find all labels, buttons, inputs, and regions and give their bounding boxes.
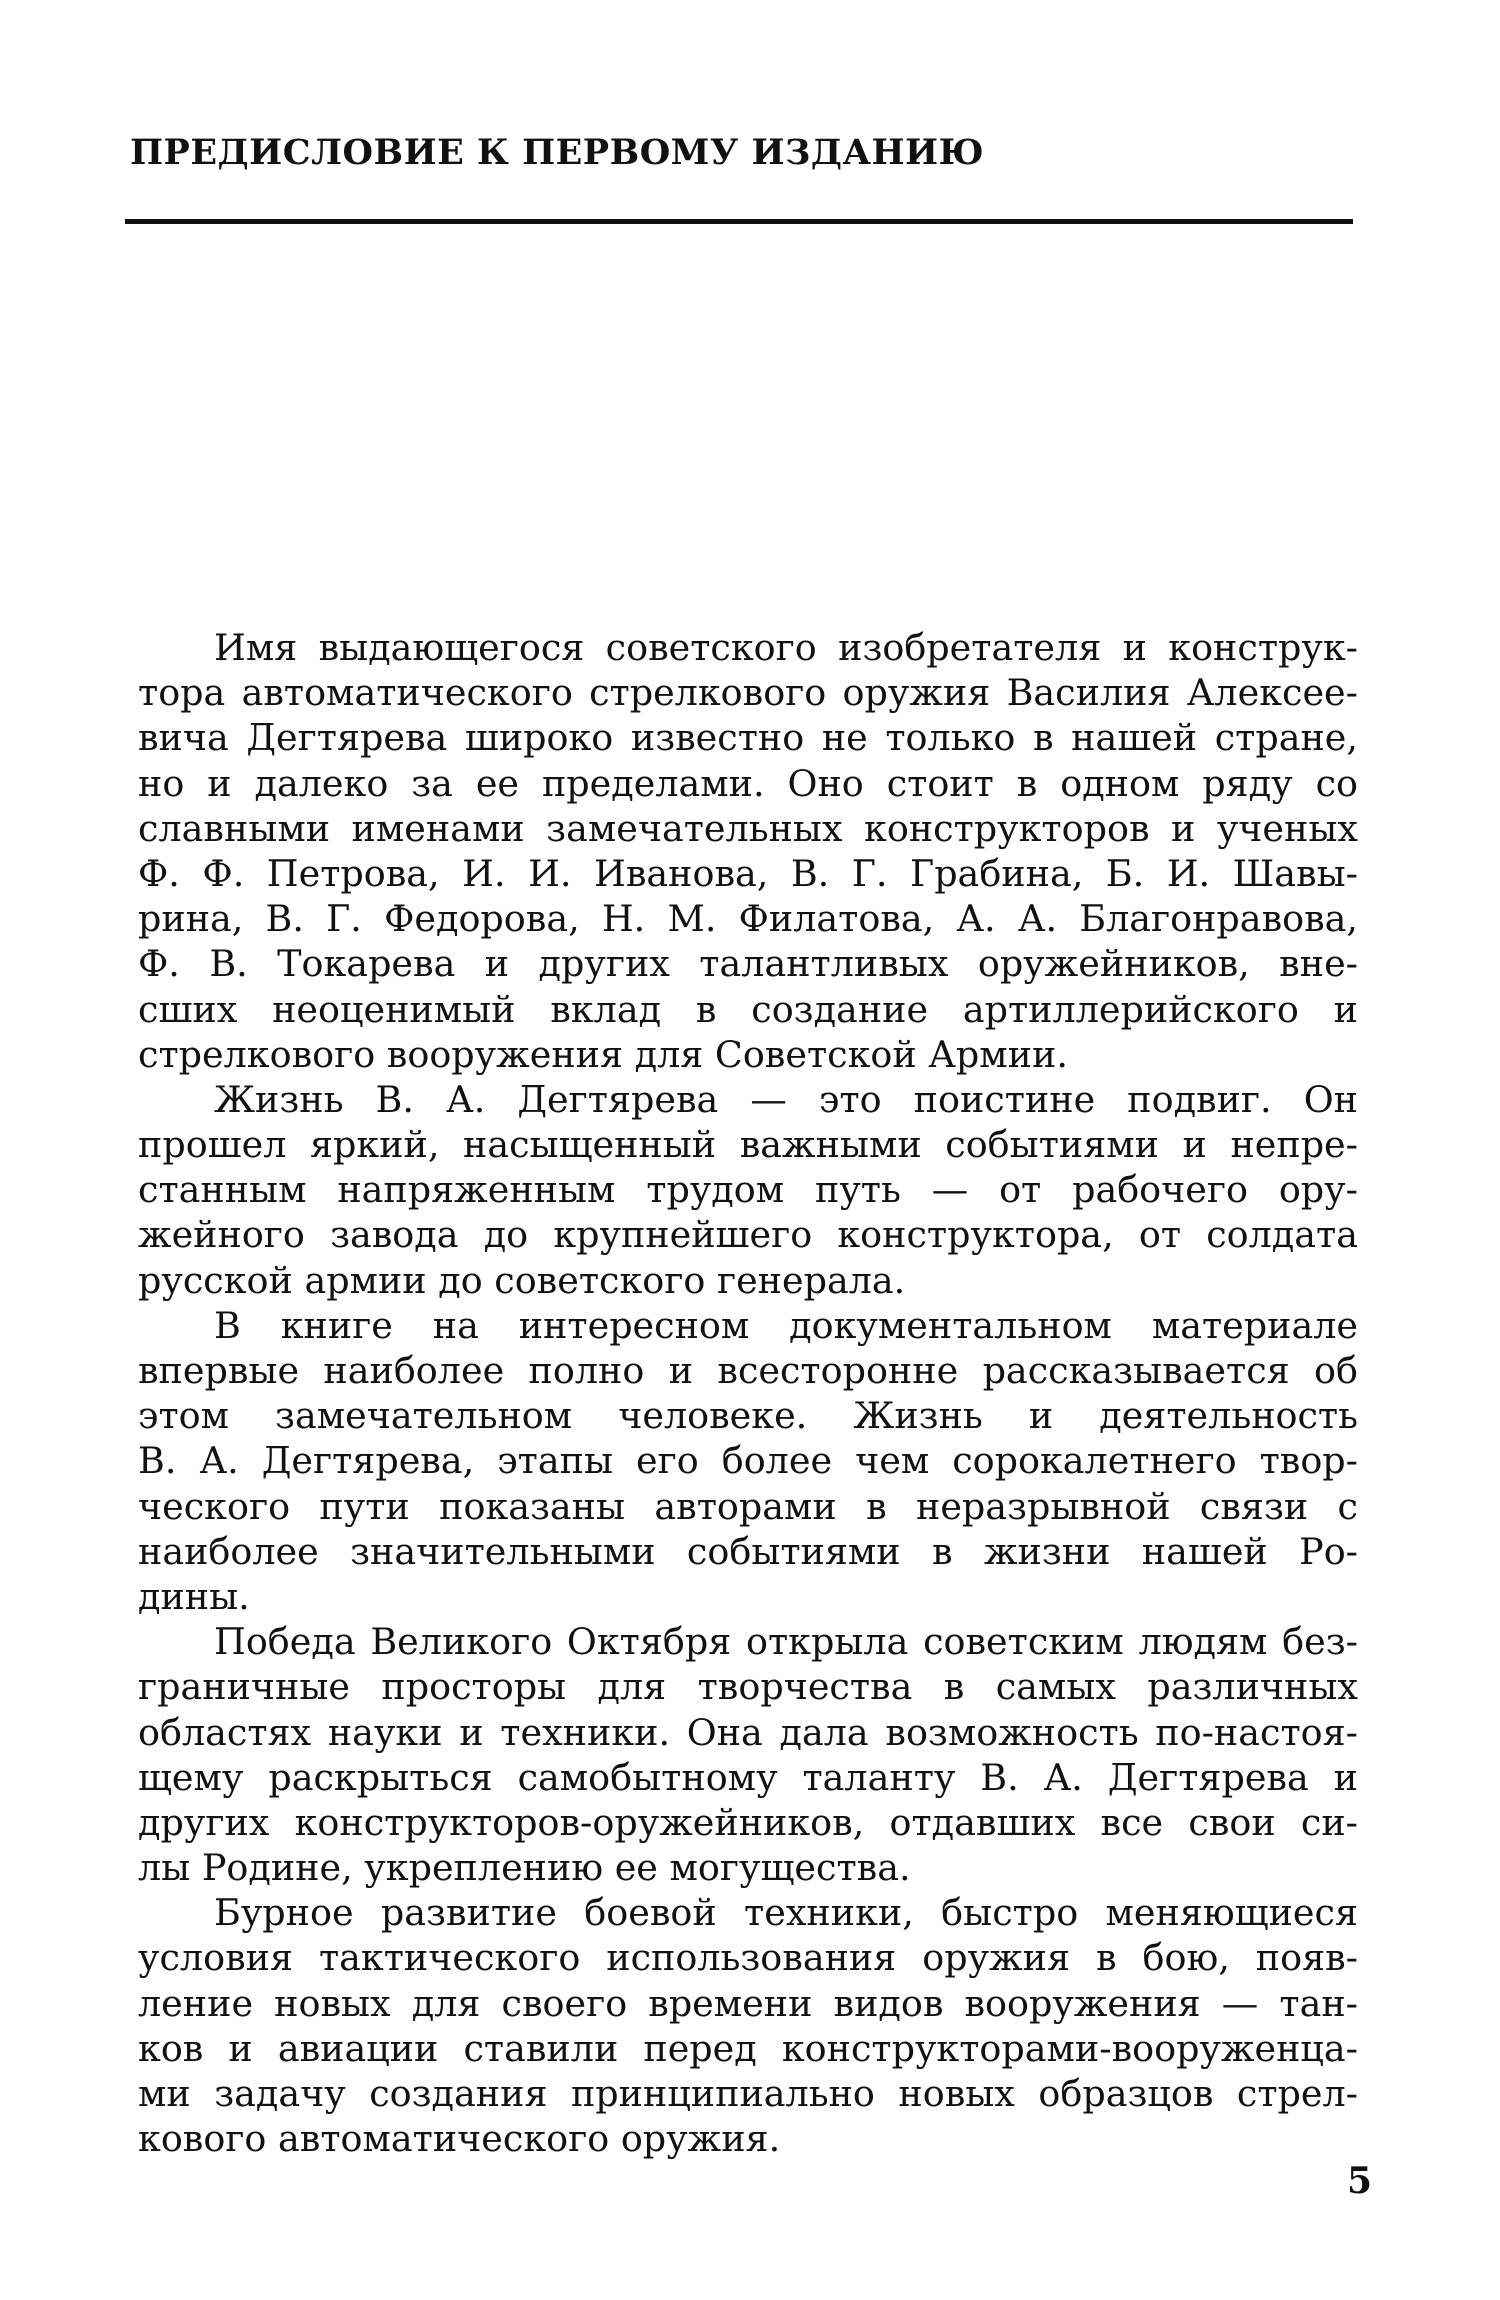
text-line: условия тактического использования оружия в бою, появ- [138, 1936, 1358, 1980]
text-line: ми задачу создания принципиально новых образцов стрел- [138, 2072, 1358, 2115]
text-line: жейного завода до крупнейшего конструктора, от солдата [138, 1213, 1358, 1257]
text-line: рина, В. Г. Федорова, Н. М. Филатова, А. А. Благонравова, [138, 897, 1358, 941]
text-line: этом замечательном человеке. Жизнь и деятельность [138, 1394, 1358, 1438]
text-line: впервые наиболее полно и всесторонне рассказывается об [138, 1349, 1358, 1392]
text-line: станным напряженным трудом путь — от рабочего ору- [138, 1168, 1358, 1212]
body-text [138, 625, 1358, 2161]
text-line: но и далеко за ее пределами. Оно стоит в одном ряду со [138, 761, 1358, 805]
text-line: Бурное развитие боевой техники, быстро меняющиеся [214, 1891, 1358, 1935]
text-line: щему раскрыться самобытному таланту В. А. Дегтярева и [138, 1755, 1358, 1799]
text-line: дины. [138, 1574, 250, 1618]
text-line: русской армии до советского генерала. [138, 1258, 906, 1302]
text-line: кового автоматического оружия. [138, 2117, 781, 2161]
text-line: Ф. В. Токарева и других талантливых оружейников, вне- [138, 942, 1358, 986]
text-line: В. А. Дегтярева, этапы его более чем сорокалетнего твор- [138, 1439, 1358, 1483]
text-line: прошел яркий, насыщенный важными событиями и непре- [138, 1123, 1358, 1167]
title-rule [125, 219, 1353, 224]
text-line: Имя выдающегося советского изобретателя и конструк- [214, 626, 1358, 669]
page-title: ПРЕДИСЛОВИЕ К ПЕРВОМУ ИЗДАНИЮ [130, 132, 985, 173]
text-line: Жизнь В. А. Дегтярева — это поистине подвиг. Он [214, 1077, 1358, 1121]
text-line: других конструкторов-оружейников, отдавших все свои си- [138, 1800, 1358, 1844]
text-line: стрелкового вооружения для Советской Армии. [138, 1032, 1068, 1076]
text-line: вича Дегтярева широко известно не только в нашей стране, [138, 716, 1358, 760]
text-line: Победа Великого Октября открыла советским людям без- [214, 1620, 1358, 1664]
text-line: ление новых для своего времени видов вооружения — тан- [138, 1981, 1358, 2025]
text-line: тора автоматического стрелкового оружия Василия Алексее- [138, 671, 1358, 715]
text-line: ков и авиации ставили перед конструкторами-вооруженца- [138, 2026, 1358, 2070]
text-line: лы Родине, укреплению ее могущества. [138, 1846, 911, 1890]
text-line: славными именами замечательных конструкторов и ученых [138, 806, 1358, 850]
text-line: областях науки и техники. Она дала возможность по-настоя- [138, 1710, 1358, 1754]
text-line: сших неоценимый вклад в создание артиллерийского и [138, 987, 1358, 1031]
text-line: наиболее значительными событиями в жизни нашей Ро- [138, 1529, 1358, 1573]
text-line: ческого пути показаны авторами в неразрывной связи с [138, 1484, 1358, 1528]
text-line: Ф. Ф. Петрова, И. И. Иванова, В. Г. Грабина, Б. И. Шавы- [138, 851, 1358, 895]
text-line: В книге на интересном документальном материале [214, 1303, 1358, 1347]
text-line: граничные просторы для творчества в самых различных [138, 1665, 1358, 1709]
page-number: 5 [1346, 2160, 1372, 2202]
